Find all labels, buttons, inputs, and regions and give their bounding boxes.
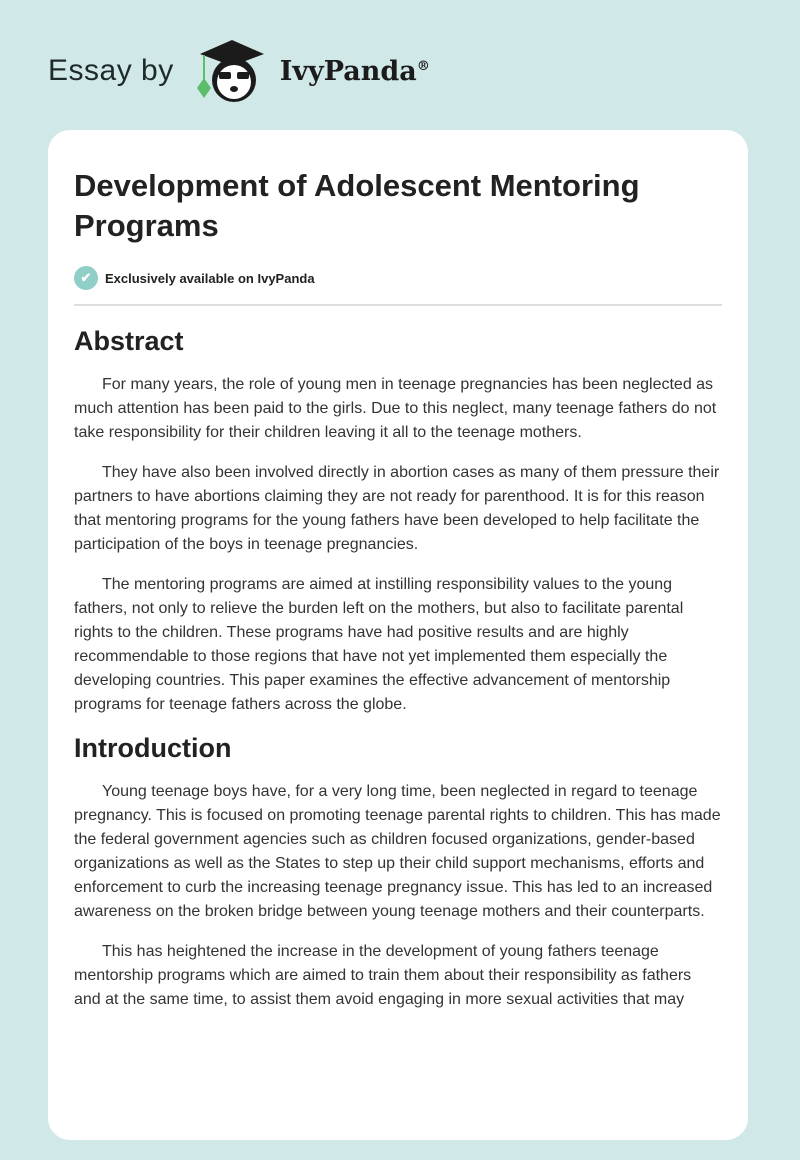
ivypanda-logo[interactable] — [192, 36, 430, 106]
section-heading: Abstract — [74, 326, 184, 356]
paragraph: They have also been involved directly in abortion cases as many of them pressure their partners to have abortions claiming they are not ready for parenthood. It is for this reason that mentoring programs for the young fathers have been developed to help facilitate the participation of the boys in teenage pregnancies. — [74, 464, 720, 553]
paragraph: For many years, the role of young men in teenage pregnancies has been neglected as much attention has been paid to the girls. Due to this neglect, many teenage fathers do not take responsibility for their children leaving it all to the teenage mothers. — [74, 376, 717, 441]
divider — [74, 304, 722, 306]
exclusive-badge — [74, 266, 722, 290]
check-icon: ✔ — [74, 266, 98, 290]
essay-title: Development of Adolescent Mentoring Programs — [74, 168, 640, 243]
section-heading: Introduction — [74, 733, 232, 763]
paragraph: The mentoring programs are aimed at instilling responsibility values to the young fathers, not only to relieve the burden left on the mothers, but also to facilitate parental rights to the children. These programs have had positive results and are highly recommendable to those regions that have not yet implemented them especially the developing countries. This paper examines the effective advancement of mentorship programs for teenage fathers across the globe. — [74, 576, 684, 713]
site-header — [48, 36, 430, 106]
paragraph: Young teenage boys have, for a very long time, been neglected in regard to teenage pregnancy. This is focused on promoting teenage parental rights to children. This has made the federal government agencies such as children focused organizations, gender-based organizations as well as the States to step up their child support mechanisms, efforts and enforcement to curb the increasing teenage pregnancy issue. This has led to an increased awareness on the broken bridge between young teenage mothers and their counterparts. — [74, 783, 721, 920]
panda-graduate-icon — [192, 36, 272, 106]
essay-card — [48, 130, 748, 1140]
brand-name: IvyPanda® — [279, 55, 430, 87]
paragraph: This has heightened the increase in the development of young fathers teenage mentorship programs which are aimed to train them about their responsibility as fathers and at the same time, to assist them avoid engaging in more sexual activities that may — [74, 943, 692, 1008]
essay-by-label: Essay by — [48, 54, 174, 87]
introduction-section — [74, 733, 722, 1012]
badge-label: Exclusively available on IvyPanda — [105, 270, 315, 286]
abstract-section — [74, 326, 722, 717]
